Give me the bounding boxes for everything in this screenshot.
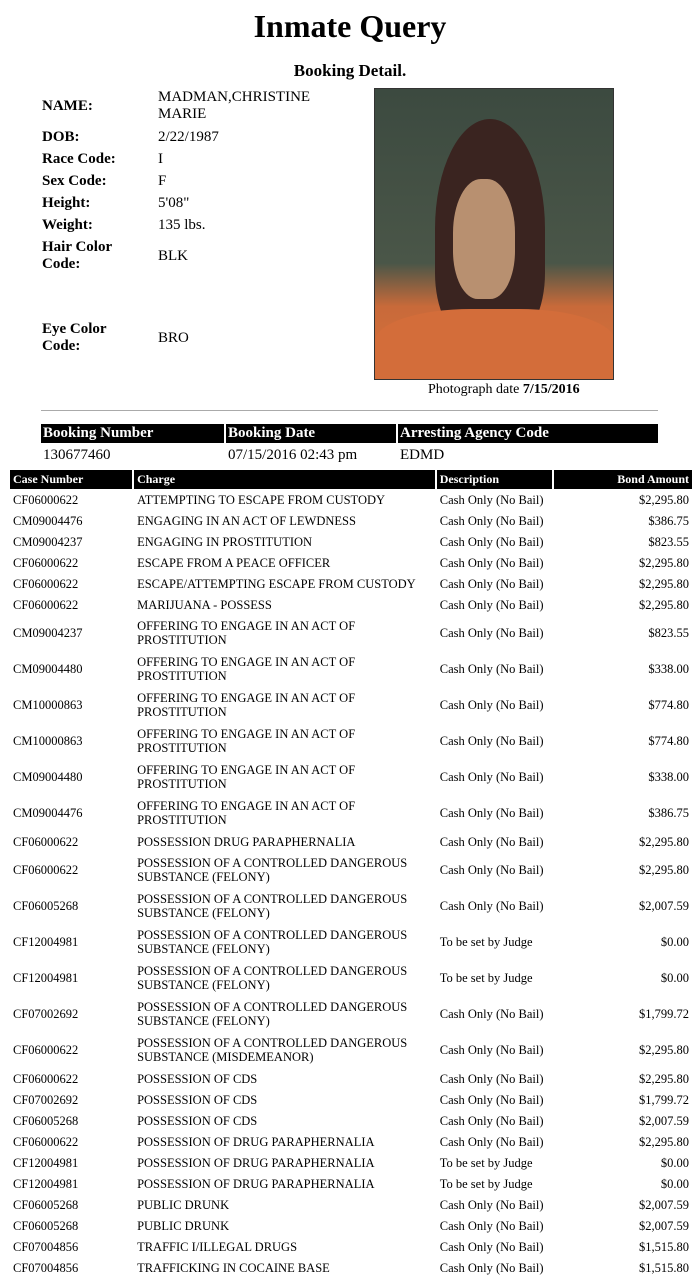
bond-amount-cell: $0.00: [660, 935, 689, 949]
bond-amount-cell: $338.00: [648, 770, 689, 784]
page-title: Inmate Query: [253, 8, 447, 44]
mugshot-photo: [374, 88, 614, 380]
case-number-cell: CM09004476: [13, 806, 83, 820]
bond-amount-cell: $0.00: [660, 971, 689, 985]
table-row: [10, 960, 692, 996]
booking-number: 130677460: [43, 447, 111, 463]
dob-label: DOB:: [42, 129, 80, 145]
description-cell: Cash Only (No Bail): [439, 1218, 544, 1233]
race-label: Race Code:: [42, 151, 116, 167]
description-cell: To be set by Judge: [439, 971, 533, 985]
photo-caption: [428, 382, 580, 398]
description-cell: To be set by Judge: [439, 935, 533, 949]
case-number-cell: CF07004856: [13, 1239, 79, 1254]
table-row: [10, 852, 692, 888]
description-cell: Cash Only (No Bail): [439, 555, 544, 570]
charge-cell: POSSESSION OF A CONTROLLED DANGEROUS SUBSTANCE (FELONY): [137, 964, 408, 992]
race-value: I: [158, 151, 163, 167]
bond-amount-header: Bond Amount: [554, 470, 692, 489]
description-cell: Cash Only (No Bail): [439, 806, 544, 820]
charge-cell: ESCAPE/ATTEMPTING ESCAPE FROM CUSTODY: [137, 576, 416, 591]
description-cell: Cash Only (No Bail): [439, 734, 544, 748]
bond-amount-cell: $0.00: [660, 1155, 689, 1170]
charge-cell: OFFERING TO ENGAGE IN AN ACT OF PROSTITUTION: [137, 619, 356, 647]
case-number-cell: CF07004856: [13, 1260, 79, 1275]
page-subtitle: Booking Detail.: [293, 61, 407, 80]
table-row: [10, 996, 692, 1032]
case-number-cell: CM10000863: [13, 698, 83, 712]
case-number-cell: CF06000622: [13, 1134, 79, 1149]
bond-amount-cell: $1,799.72: [639, 1092, 689, 1107]
bond-amount-cell: $2,295.80: [639, 863, 689, 877]
case-number-cell: CF06000622: [13, 576, 79, 591]
agency-header: Arresting Agency Code: [398, 424, 658, 443]
charge-cell: PUBLIC DRUNK: [137, 1197, 230, 1212]
bond-amount-cell: $774.80: [648, 734, 689, 748]
description-cell: To be set by Judge: [439, 1155, 533, 1170]
case-number-cell: CF12004981: [13, 971, 79, 985]
description-cell: Cash Only (No Bail): [439, 597, 544, 612]
table-row: [10, 1257, 692, 1278]
table-row: [10, 924, 692, 960]
bond-amount-cell: $2,007.59: [639, 1218, 689, 1233]
bond-amount-cell: $1,799.72: [639, 1007, 689, 1021]
charge-cell: POSSESSION OF A CONTROLLED DANGEROUS SUBSTANCE (FELONY): [137, 1000, 408, 1028]
table-row: [10, 573, 692, 594]
charge-cell: POSSESSION OF DRUG PARAPHERNALIA: [137, 1134, 375, 1149]
case-number-cell: CF12004981: [13, 1155, 79, 1170]
bond-amount-cell: $386.75: [648, 513, 689, 528]
case-number-cell: CF06000622: [13, 1071, 79, 1086]
table-row: [10, 594, 692, 615]
bond-amount-cell: $1,515.80: [639, 1239, 689, 1254]
table-row: [10, 651, 692, 687]
divider: [41, 410, 658, 411]
bond-amount-cell: $2,295.80: [639, 834, 689, 849]
description-cell: Cash Only (No Bail): [439, 576, 544, 591]
description-cell: Cash Only (No Bail): [439, 1071, 544, 1086]
eye-label: Eye Color Code:: [42, 321, 107, 354]
bond-amount-cell: $338.00: [648, 662, 689, 676]
charge-cell: TRAFFICKING IN COCAINE BASE: [137, 1260, 330, 1275]
table-row: [10, 1131, 692, 1152]
table-row: [10, 1089, 692, 1110]
bond-amount-cell: $774.80: [648, 698, 689, 712]
table-row: [10, 615, 692, 651]
table-row: [10, 795, 692, 831]
bond-amount-cell: $2,295.80: [639, 492, 689, 507]
case-number-cell: CF06000622: [13, 834, 79, 849]
description-cell: Cash Only (No Bail): [439, 1092, 544, 1107]
table-row: [10, 831, 692, 852]
photo-shirt: [375, 309, 614, 380]
bond-amount-cell: $2,295.80: [639, 555, 689, 570]
table-row: [10, 1068, 692, 1089]
description-cell: Cash Only (No Bail): [439, 662, 544, 676]
charge-cell: POSSESSION OF A CONTROLLED DANGEROUS SUBSTANCE (FELONY): [137, 856, 408, 884]
sex-label: Sex Code:: [42, 173, 107, 189]
table-row: [10, 552, 692, 573]
booking-date: 07/15/2016 02:43 pm: [228, 447, 358, 463]
description-header: Description: [437, 470, 552, 489]
photo-caption-prefix: Photograph date: [428, 382, 520, 397]
charge-cell: ESCAPE FROM A PEACE OFFICER: [137, 555, 331, 570]
description-cell: Cash Only (No Bail): [439, 1239, 544, 1254]
description-cell: Cash Only (No Bail): [439, 1007, 544, 1021]
description-cell: Cash Only (No Bail): [439, 1113, 544, 1128]
bond-amount-cell: $386.75: [648, 806, 689, 820]
charge-header: Charge: [134, 470, 435, 489]
case-number-cell: CF06005268: [13, 1197, 79, 1212]
charge-cell: OFFERING TO ENGAGE IN AN ACT OF PROSTITUTION: [137, 727, 356, 755]
case-number-cell: CM09004480: [13, 662, 83, 676]
charge-cell: OFFERING TO ENGAGE IN AN ACT OF PROSTITUTION: [137, 691, 356, 719]
charge-cell: OFFERING TO ENGAGE IN AN ACT OF PROSTITUTION: [137, 799, 356, 827]
charge-cell: MARIJUANA - POSSESS: [137, 597, 272, 612]
case-number-header: Case Number: [10, 470, 132, 489]
case-number-cell: CF06000622: [13, 1043, 79, 1057]
description-cell: Cash Only (No Bail): [439, 1260, 544, 1275]
description-cell: Cash Only (No Bail): [439, 863, 544, 877]
bond-amount-cell: $823.55: [648, 534, 689, 549]
bond-amount-cell: $2,007.59: [639, 899, 689, 913]
case-number-cell: CF06005268: [13, 899, 79, 913]
description-cell: Cash Only (No Bail): [439, 1197, 544, 1212]
name-label: NAME:: [42, 98, 93, 114]
table-row: [10, 510, 692, 531]
table-row: [10, 759, 692, 795]
case-number-cell: CM09004480: [13, 770, 83, 784]
charge-cell: POSSESSION OF A CONTROLLED DANGEROUS SUBSTANCE (MISDEMEANOR): [137, 1036, 408, 1064]
description-cell: Cash Only (No Bail): [439, 834, 544, 849]
table-row: [10, 1152, 692, 1173]
bond-amount-cell: $2,295.80: [639, 1043, 689, 1057]
charge-cell: POSSESSION OF DRUG PARAPHERNALIA: [137, 1155, 375, 1170]
photo-face: [453, 179, 515, 299]
table-row: [10, 1236, 692, 1257]
case-number-cell: CM10000863: [13, 734, 83, 748]
table-row: [10, 687, 692, 723]
photo-date: 7/15/2016: [522, 382, 580, 397]
case-number-cell: CF12004981: [13, 1176, 79, 1191]
table-row: [10, 531, 692, 552]
case-number-cell: CF12004981: [13, 935, 79, 949]
table-row: [10, 1215, 692, 1236]
description-cell: Cash Only (No Bail): [439, 899, 544, 913]
bond-amount-cell: $2,295.80: [639, 576, 689, 591]
booking-date-header: Booking Date: [226, 424, 396, 443]
table-row: [10, 1194, 692, 1215]
description-cell: Cash Only (No Bail): [439, 626, 544, 640]
weight-value: 135 lbs.: [158, 217, 206, 233]
dob-value: 2/22/1987: [158, 129, 219, 145]
case-number-cell: CF07002692: [13, 1007, 79, 1021]
bond-amount-cell: $2,007.59: [639, 1197, 689, 1212]
bond-amount-cell: $2,295.80: [639, 1134, 689, 1149]
charge-cell: ENGAGING IN AN ACT OF LEWDNESS: [137, 513, 356, 528]
height-label: Height:: [42, 195, 91, 211]
case-number-cell: CM09004237: [13, 626, 83, 640]
eye-value: BRO: [158, 330, 189, 346]
case-number-cell: CF07002692: [13, 1092, 79, 1107]
charge-cell: ATTEMPTING TO ESCAPE FROM CUSTODY: [137, 492, 386, 507]
charge-cell: PUBLIC DRUNK: [137, 1218, 230, 1233]
case-number-cell: CM09004237: [13, 534, 83, 549]
sex-value: F: [158, 173, 167, 189]
case-number-cell: CM09004476: [13, 513, 83, 528]
weight-label: Weight:: [42, 217, 93, 233]
charge-cell: OFFERING TO ENGAGE IN AN ACT OF PROSTITUTION: [137, 763, 356, 791]
description-cell: Cash Only (No Bail): [439, 698, 544, 712]
description-cell: To be set by Judge: [439, 1176, 533, 1191]
description-cell: Cash Only (No Bail): [439, 534, 544, 549]
table-row: [10, 489, 692, 510]
charge-cell: OFFERING TO ENGAGE IN AN ACT OF PROSTITUTION: [137, 655, 356, 683]
bond-amount-cell: $2,295.80: [639, 597, 689, 612]
agency-code: EDMD: [400, 447, 445, 463]
charge-cell: POSSESSION DRUG PARAPHERNALIA: [137, 834, 356, 849]
description-cell: Cash Only (No Bail): [439, 1134, 544, 1149]
description-cell: Cash Only (No Bail): [439, 1043, 544, 1057]
booking-number-header: Booking Number: [41, 424, 224, 443]
charge-cell: POSSESSION OF CDS: [137, 1113, 258, 1128]
case-number-cell: CF06000622: [13, 597, 79, 612]
charge-cell: POSSESSION OF A CONTROLLED DANGEROUS SUBSTANCE (FELONY): [137, 928, 408, 956]
case-number-cell: CF06005268: [13, 1218, 79, 1233]
description-cell: Cash Only (No Bail): [439, 770, 544, 784]
table-row: [10, 1110, 692, 1131]
description-cell: Cash Only (No Bail): [439, 492, 544, 507]
charge-cell: TRAFFIC I/ILLEGAL DRUGS: [137, 1239, 298, 1254]
table-row: [10, 888, 692, 924]
charge-cell: POSSESSION OF A CONTROLLED DANGEROUS SUBSTANCE (FELONY): [137, 892, 408, 920]
charge-cell: POSSESSION OF CDS: [137, 1092, 258, 1107]
name-value: MADMAN,CHRISTINE MARIE: [158, 89, 311, 122]
case-number-cell: CF06000622: [13, 492, 79, 507]
table-row: [10, 1032, 692, 1068]
bond-amount-cell: $2,295.80: [639, 1071, 689, 1086]
table-row: [10, 723, 692, 759]
charge-cell: ENGAGING IN PROSTITUTION: [137, 534, 313, 549]
hair-label: Hair Color Code:: [42, 239, 112, 272]
hair-value: BLK: [158, 248, 188, 264]
case-number-cell: CF06005268: [13, 1113, 79, 1128]
case-number-cell: CF06000622: [13, 863, 79, 877]
bond-amount-cell: $0.00: [660, 1176, 689, 1191]
charges-table: [8, 470, 694, 1278]
bond-amount-cell: $2,007.59: [639, 1113, 689, 1128]
case-number-cell: CF06000622: [13, 555, 79, 570]
height-value: 5'08": [158, 195, 190, 211]
charge-cell: POSSESSION OF CDS: [137, 1071, 258, 1086]
bond-amount-cell: $823.55: [648, 626, 689, 640]
charge-cell: POSSESSION OF DRUG PARAPHERNALIA: [137, 1176, 375, 1191]
bond-amount-cell: $1,515.80: [639, 1260, 689, 1275]
table-row: [10, 1173, 692, 1194]
description-cell: Cash Only (No Bail): [439, 513, 544, 528]
